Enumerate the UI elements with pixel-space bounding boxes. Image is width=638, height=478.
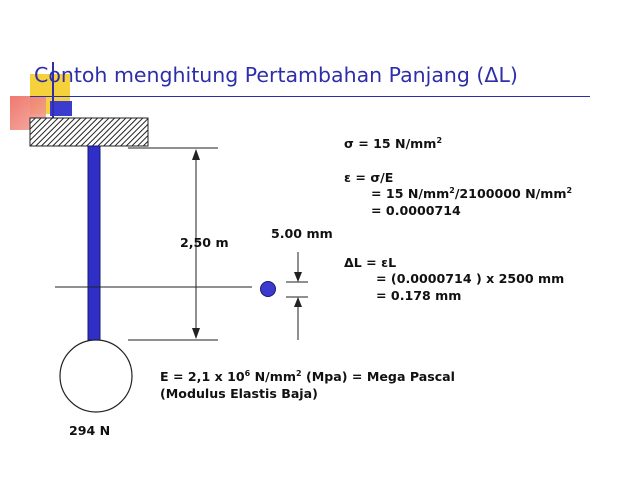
diameter-arrow-bottom [294, 297, 302, 307]
stress-formula [344, 136, 442, 151]
stress-text: σ = 15 N/mm [344, 136, 437, 151]
modulus-exp-b: 2 [296, 368, 302, 378]
elongation-calculation: = (0.0000714 ) x 2500 mm [376, 271, 565, 286]
modulus-line-1 [160, 369, 455, 384]
length-arrow-bottom [192, 328, 200, 339]
length-label: 2,50 m [180, 235, 229, 250]
strain-calc-part-b: /2100000 N/mm [454, 186, 567, 201]
modulus-line-2: (Modulus Elastis Baja) [160, 386, 318, 401]
diameter-label: 5.00 mm [271, 226, 333, 241]
modulus-part-a: E = 2,1 x 10 [160, 369, 245, 384]
elongation-result: = 0.178 mm [376, 288, 462, 303]
cross-section-circle [261, 282, 276, 297]
strain-formula: ε = σ/E [344, 170, 394, 185]
strain-calc-part-a: = 15 N/mm [371, 186, 450, 201]
strain-calculation [371, 186, 572, 201]
stress-exponent: 2 [436, 135, 443, 145]
steel-rod [88, 146, 100, 340]
weight-label: 294 N [69, 423, 111, 438]
weight-circle [60, 340, 132, 412]
modulus-part-b: N/mm [250, 369, 297, 384]
ceiling-support [30, 118, 148, 146]
slide-title: Contoh menghitung Pertambahan Panjang (ΔL) [34, 63, 518, 87]
strain-calc-exp-b: 2 [566, 185, 573, 195]
elongation-formula: ΔL = εL [344, 255, 397, 270]
modulus-part-c: (Mpa) = Mega Pascal [301, 369, 455, 384]
length-arrow-top [192, 149, 200, 160]
modulus-exp-a: 6 [244, 368, 251, 378]
diameter-arrow-top [294, 272, 302, 282]
strain-calc-exp-a: 2 [449, 185, 455, 195]
strain-result: = 0.0000714 [371, 203, 461, 218]
